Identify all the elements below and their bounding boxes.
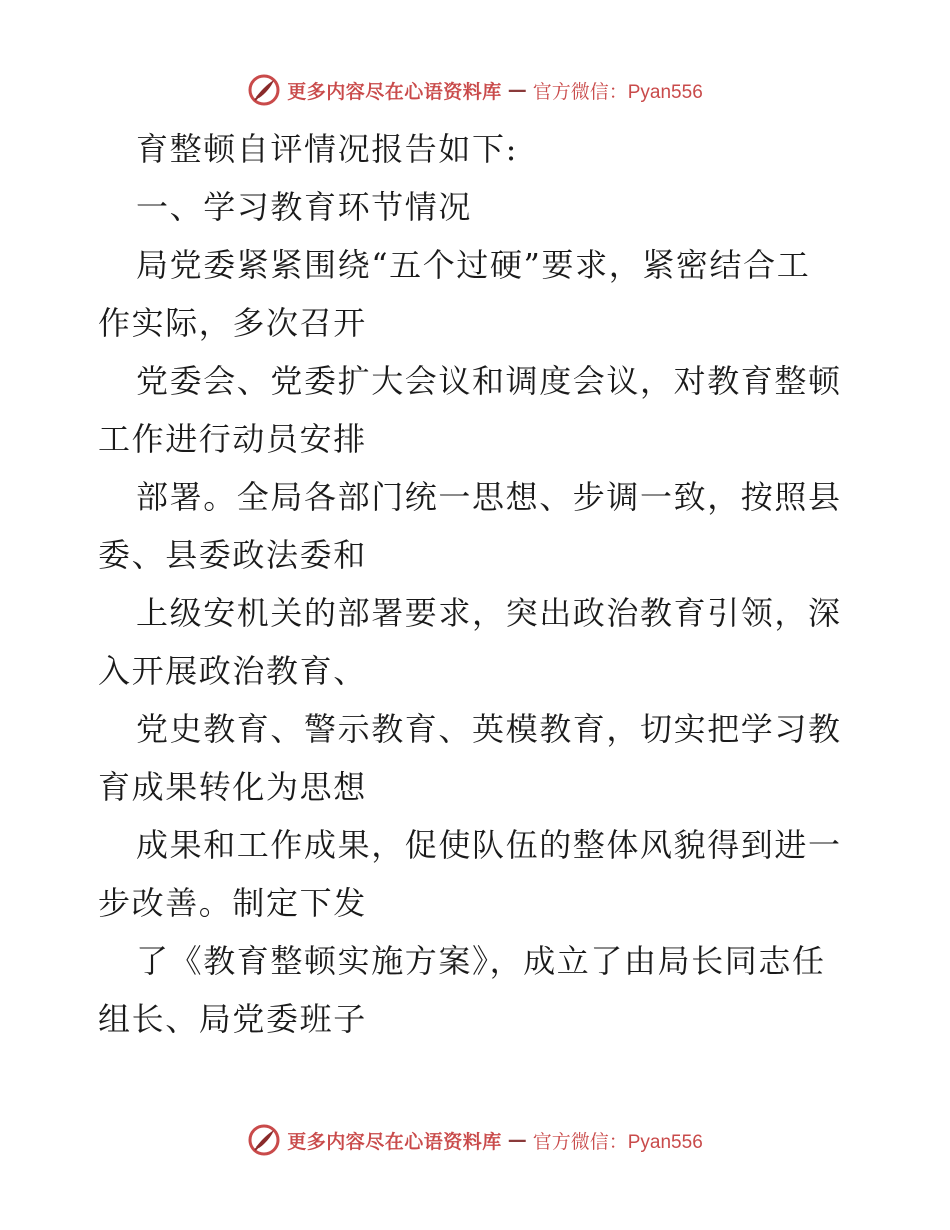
quill-seal-icon bbox=[247, 1123, 281, 1157]
text-line: 成果和工作成果，促使队伍的整体风貌得到进一 bbox=[136, 826, 842, 864]
banner-wechat-id: 官方微信：Pyan556 bbox=[532, 81, 703, 103]
quill-seal-icon bbox=[247, 73, 281, 107]
text-line: 作实际，多次召开 bbox=[98, 304, 367, 342]
footer-watermark bbox=[0, 1120, 950, 1160]
text-line: 上级安机关的部署要求，突出政治教育引领，深 bbox=[136, 594, 842, 632]
text-line: 育成果转化为思想 bbox=[98, 768, 367, 806]
text-line: 委、县委政法委和 bbox=[98, 536, 367, 574]
document-body bbox=[98, 120, 858, 1048]
text-line: 育整顿自评情况报告如下: bbox=[136, 130, 518, 168]
text-line: 组长、局党委班子 bbox=[98, 1000, 367, 1038]
header-watermark bbox=[0, 70, 950, 110]
text-line: 党委会、党委扩大会议和调度会议，对教育整顿 bbox=[136, 362, 842, 400]
text-line: 部署。全局各部门统一思想、步调一致，按照县 bbox=[136, 478, 842, 516]
banner-separator: — bbox=[507, 1129, 527, 1151]
text-line: 入开展政治教育、 bbox=[98, 652, 367, 690]
text-line: 了《教育整顿实施方案》，成立了由局长同志任 bbox=[136, 942, 826, 980]
text-line: 工作进行动员安排 bbox=[98, 420, 367, 458]
banner-separator: — bbox=[507, 79, 527, 101]
banner-wechat-id: 官方微信：Pyan556 bbox=[532, 1131, 703, 1153]
text-line: 一、学习教育环节情况 bbox=[136, 188, 473, 226]
text-line: 党史教育、警示教育、英模教育，切实把学习教 bbox=[136, 710, 842, 748]
banner-main-text: 更多内容尽在心语资料库 bbox=[287, 80, 502, 103]
text-line: 步改善。制定下发 bbox=[98, 884, 367, 922]
banner-main-text: 更多内容尽在心语资料库 bbox=[287, 1130, 502, 1153]
text-line: 局党委紧紧围绕“五个过硬”要求，紧密结合工 bbox=[136, 246, 811, 284]
